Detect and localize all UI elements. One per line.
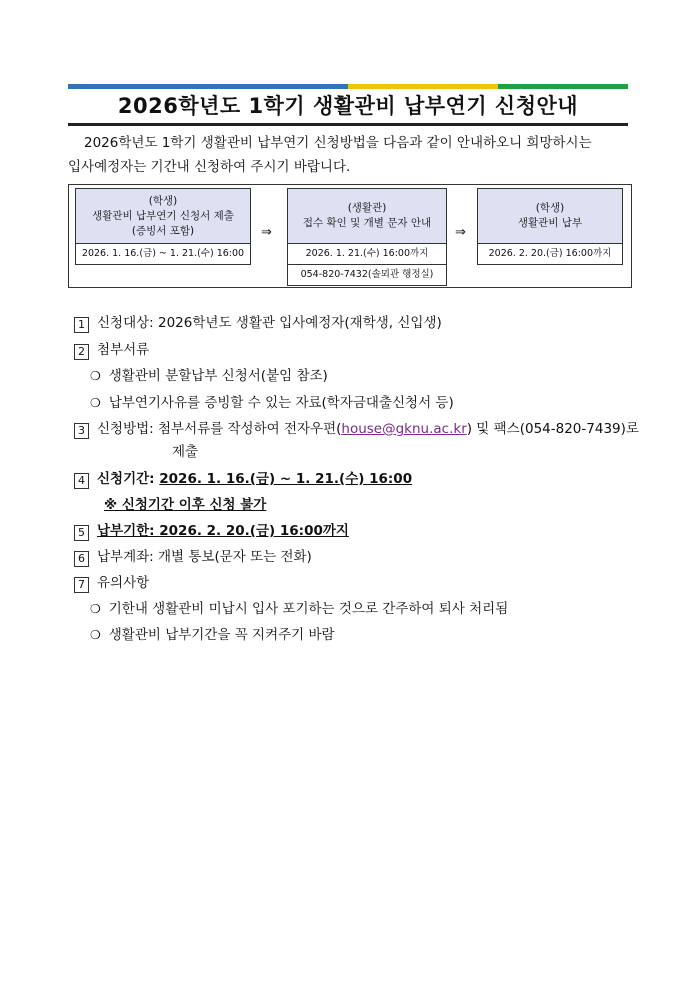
flow-step-1-action: 생활관비 납부연기 신청서 제출 bbox=[92, 209, 234, 222]
process-flow bbox=[68, 184, 632, 288]
circle-bullet-icon: ❍ bbox=[90, 628, 101, 642]
intro-line-1: 2026학년도 1학기 생활관비 납부연기 신청방법을 다음과 같이 안내하오니 희망하시는 bbox=[84, 135, 592, 151]
item-1 bbox=[74, 312, 640, 334]
item-7 bbox=[74, 572, 640, 594]
item-7-text: 유의사항 bbox=[97, 575, 150, 591]
flow-step-3-header bbox=[478, 189, 622, 244]
item-2-bullet-2 bbox=[74, 392, 640, 414]
item-number-3: 3 bbox=[74, 423, 89, 439]
flow-step-3-date: 2026. 2. 20.(금) 16:00까지 bbox=[488, 248, 612, 259]
item-4-label: 신청기간: bbox=[97, 471, 160, 487]
item-7-bullet-2-text: 생활관비 납부기간을 꼭 지켜주기 바람 bbox=[108, 627, 335, 643]
item-number-7: 7 bbox=[74, 577, 89, 593]
item-1-text: 신청대상: 2026학년도 생활관 입사예정자(재학생, 신입생) bbox=[97, 315, 442, 331]
item-5-text: 납부기한: 2026. 2. 20.(금) 16:00까지 bbox=[97, 523, 349, 539]
flow-step-2-header bbox=[288, 189, 446, 244]
item-2-text: 첨부서류 bbox=[97, 342, 150, 358]
flow-step-3 bbox=[477, 188, 623, 265]
title-box bbox=[68, 89, 628, 126]
flow-step-2-actor: (생활관) bbox=[347, 202, 387, 214]
item-4-note-text: ※ 신청기간 이후 신청 불가 bbox=[104, 497, 267, 513]
circle-bullet-icon: ❍ bbox=[90, 602, 101, 616]
email-link[interactable]: house@gknu.ac.kr bbox=[341, 421, 467, 437]
item-5 bbox=[74, 520, 640, 542]
item-3-continuation bbox=[172, 441, 700, 463]
item-7-bullet-2 bbox=[74, 624, 640, 646]
flow-step-1-date: 2026. 1. 16.(금) ~ 1. 21.(수) 16:00 bbox=[81, 248, 245, 259]
item-3-text-a: 신청방법: 첨부서류를 작성하여 전자우편( bbox=[97, 421, 342, 437]
item-3 bbox=[74, 418, 640, 440]
item-2-bullet-1-text: 생활관비 분할납부 신청서(붙임 참조) bbox=[108, 368, 328, 384]
item-6 bbox=[74, 546, 640, 568]
flow-step-3-action: 생활관비 납부 bbox=[517, 217, 583, 229]
page-title: 2026학년도 1학기 생활관비 납부연기 신청안내 bbox=[117, 94, 579, 118]
flow-step-2-action: 접수 확인 및 개별 문자 안내 bbox=[302, 217, 432, 229]
item-4-note bbox=[104, 494, 670, 516]
item-2 bbox=[74, 339, 640, 361]
item-3-text-b: ) 및 팩스(054-820-7439)로 bbox=[466, 421, 639, 437]
item-2-bullet-1 bbox=[74, 365, 640, 387]
item-3-text-c: 제출 bbox=[172, 444, 199, 460]
item-4 bbox=[74, 468, 640, 490]
item-7-bullet-1 bbox=[74, 598, 640, 620]
item-number-2: 2 bbox=[74, 344, 89, 360]
item-number-6: 6 bbox=[74, 551, 89, 567]
flow-step-2-date: 2026. 1. 21.(수) 16:00까지 bbox=[288, 244, 446, 265]
circle-bullet-icon: ❍ bbox=[90, 369, 101, 383]
item-7-bullet-1-text: 기한내 생활관비 미납시 입사 포기하는 것으로 간주하여 퇴사 처리됨 bbox=[108, 601, 509, 617]
flow-step-2-phone: 054-820-7432(솔뫼관 행정실) bbox=[300, 269, 434, 280]
flow-step-1-actor: (학생) bbox=[148, 194, 178, 207]
item-number-1: 1 bbox=[74, 317, 89, 333]
item-6-text: 납부계좌: 개별 통보(문자 또는 전화) bbox=[97, 549, 312, 565]
intro-paragraph bbox=[68, 131, 634, 179]
flow-arrow-2: ⇒ bbox=[455, 225, 466, 240]
flow-step-1 bbox=[75, 188, 251, 265]
item-number-4: 4 bbox=[74, 473, 89, 489]
item-number-5: 5 bbox=[74, 525, 89, 541]
item-4-period: 2026. 1. 16.(금) ~ 1. 21.(수) 16:00 bbox=[159, 471, 413, 487]
intro-line-2: 입사예정자는 기간내 신청하여 주시기 바랍니다. bbox=[68, 159, 351, 175]
flow-step-2 bbox=[287, 188, 447, 286]
circle-bullet-icon: ❍ bbox=[90, 396, 101, 410]
flow-step-1-header bbox=[76, 189, 250, 244]
flow-step-1-note: (증빙서 포함) bbox=[131, 224, 195, 237]
item-2-bullet-2-text: 납부연기사유를 증빙할 수 있는 자료(학자금대출신청서 등) bbox=[108, 395, 454, 411]
flow-step-3-actor: (학생) bbox=[535, 202, 565, 214]
flow-arrow-1: ⇒ bbox=[261, 225, 272, 240]
